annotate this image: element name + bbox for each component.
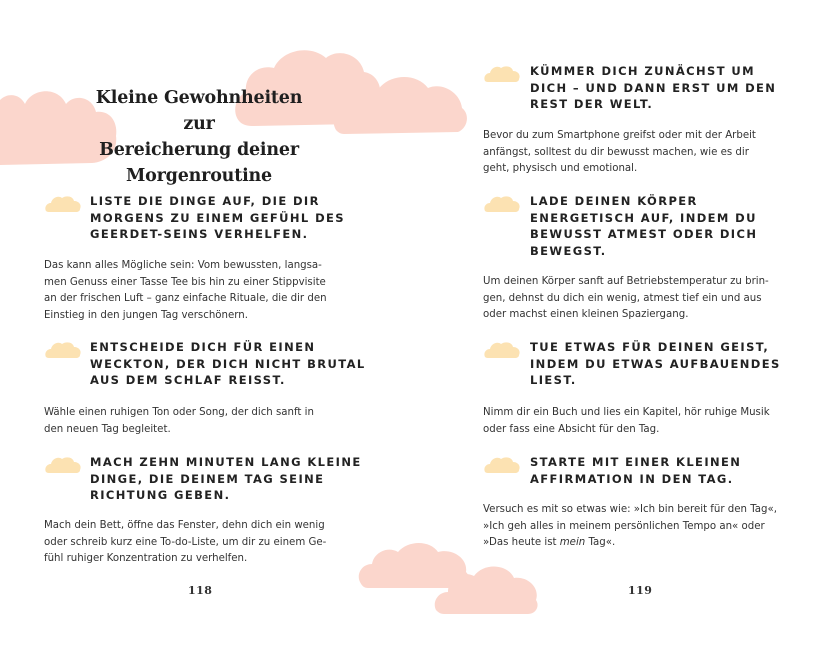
heading-line: MORGENS ZU EINEM GEFÜHL DES — [90, 210, 345, 225]
cloud-bullet-icon — [483, 456, 521, 474]
heading-line: LIEST. — [530, 373, 577, 387]
body-line: an der frischen Luft – ganz einfache Rituale, die dir den — [44, 293, 327, 305]
body-line — [483, 535, 777, 552]
section-heading — [90, 339, 366, 389]
emphasis-text: mein — [559, 537, 586, 549]
heading-line: LISTE DIE DINGE AUF, DIE DIR — [90, 194, 320, 208]
heading-line: DICH – UND DANN ERST UM DEN — [530, 80, 777, 95]
body-text: Tag«. — [585, 537, 616, 549]
title-line: Kleine Gewohnheiten zur — [95, 88, 303, 134]
body-line: Das kann alles Mögliche sein: Vom bewussten, langsa- — [44, 260, 322, 271]
heading-line: BEWUSST ATMEST ODER DICH — [530, 227, 758, 241]
section-heading — [530, 63, 776, 113]
body-line: men Genuss einer Tasse Tee bis hin zu einer Stippvisite — [44, 276, 326, 288]
heading-line: MACH ZEHN MINUTEN LANG KLEINE — [90, 455, 362, 469]
body-line: Versuch es mit so etwas wie: »Ich bin bereit für den Tag«, — [483, 504, 777, 515]
title-line: Bereicherung deiner — [99, 140, 299, 160]
title-line: Morgenroutine — [126, 166, 272, 186]
heading-line: WECKTON, DER DICH NICHT BRUTAL — [90, 356, 366, 371]
body-line: gen, dehnst du dich ein wenig, atmest tief ein und aus — [483, 292, 762, 304]
body-line: oder schreib kurz eine To-do-Liste, um dir zu einem Ge- — [44, 536, 327, 548]
cloud-bullet-icon — [483, 341, 521, 359]
section-body — [44, 405, 314, 438]
page-number: 118 — [188, 584, 213, 597]
heading-line: TUE ETWAS FÜR DEINEN GEIST, — [530, 340, 770, 354]
section-body — [44, 518, 326, 568]
body-line: fühl ruhiger Konzentration zu verhelfen. — [44, 553, 248, 565]
body-line: geht, physisch und emotional. — [483, 163, 638, 175]
heading-line: STARTE MIT EINER KLEINEN — [530, 455, 742, 469]
body-line: oder fass eine Absicht für den Tag. — [483, 423, 660, 435]
heading-line: AUS DEM SCHLAF REISST. — [90, 373, 286, 387]
heading-line: REST DER WELT. — [530, 97, 654, 111]
section-heading — [530, 339, 781, 389]
cloud-bullet-icon — [483, 195, 521, 213]
heading-line: INDEM DU ETWAS AUFBAUENDES — [530, 356, 781, 371]
heading-line: KÜMMER DICH ZUNÄCHST UM — [530, 64, 755, 78]
body-line: Mach dein Bett, öffne das Fenster, dehn dich ein wenig — [44, 520, 325, 531]
cloud-bullet-icon — [483, 65, 521, 83]
cloud-bullet-icon — [44, 341, 82, 359]
heading-line: ENTSCHEIDE DICH FÜR EINEN — [90, 340, 316, 354]
body-line: den neuen Tag begleitet. — [44, 423, 171, 435]
section-body — [483, 274, 769, 324]
heading-line: ENERGETISCH AUF, INDEM DU — [530, 210, 757, 225]
section-heading — [90, 454, 362, 504]
heading-line: BEWEGST. — [530, 243, 607, 258]
body-line: oder machst einen kleinen Spaziergang. — [483, 309, 689, 321]
heading-line: GEERDET-SEINS VERHELFEN. — [90, 227, 309, 241]
section-body — [483, 405, 770, 438]
body-line: Einstieg in den jungen Tag verschönern. — [44, 310, 248, 322]
page-title — [80, 85, 318, 189]
section-body — [483, 128, 756, 178]
body-line: Wähle einen ruhigen Ton oder Song, der dich sanft in — [44, 407, 314, 418]
heading-line: AFFIRMATION IN DEN TAG. — [530, 471, 734, 486]
section-heading — [90, 193, 345, 243]
section-body — [44, 258, 327, 325]
body-line: anfängst, solltest du dir bewusst machen, wie es dir — [483, 146, 749, 158]
heading-line: RICHTUNG GEBEN. — [90, 488, 231, 502]
page-number: 119 — [628, 584, 653, 597]
body-text: »Das heute ist — [483, 537, 560, 549]
body-line: Um deinen Körper sanft auf Betriebstemperatur zu brin- — [483, 276, 769, 287]
cloud-bullet-icon — [44, 195, 82, 213]
section-heading — [530, 454, 741, 487]
section-heading — [530, 193, 757, 259]
body-line: Bevor du zum Smartphone greifst oder mit der Arbeit — [483, 130, 756, 141]
heading-line: DINGE, DIE DEINEM TAG SEINE — [90, 471, 325, 486]
body-line: Nimm dir ein Buch und lies ein Kapitel, hör ruhige Musik — [483, 407, 770, 418]
section-body — [483, 502, 777, 552]
right-page — [418, 0, 836, 648]
body-line: »Ich geh alles in meinem persönlichen Tempo an« oder — [483, 520, 765, 532]
cloud-bullet-icon — [44, 456, 82, 474]
heading-line: LADE DEINEN KÖRPER — [530, 194, 698, 208]
